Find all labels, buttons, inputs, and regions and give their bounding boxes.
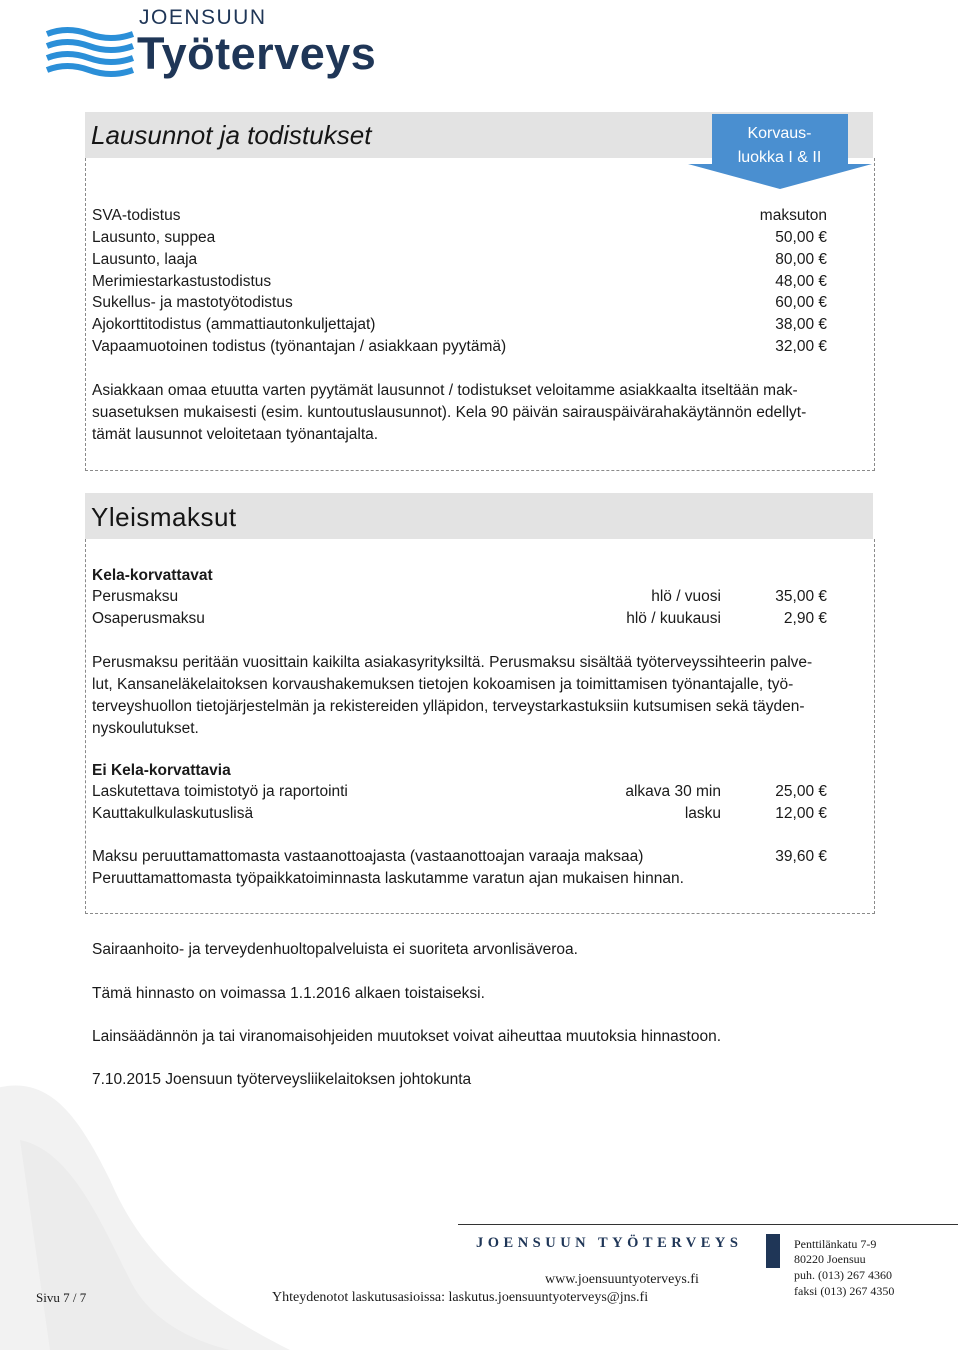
row-label: Sukellus- ja mastotyötodistus: [92, 294, 293, 311]
section-title-lausunnot: Lausunnot ja todistukset: [91, 120, 372, 150]
badge-line-2: luokka I & II: [737, 149, 822, 166]
price-row: [92, 207, 827, 227]
row-label: Ajokorttitodistus (ammattiautonkuljettajat): [92, 316, 376, 333]
row-label: Laskutettava toimistotyö ja raportointi: [92, 783, 348, 800]
footer-blue-bar: [766, 1234, 780, 1268]
note-line: nyskoulutukset.: [92, 720, 199, 737]
row-price: 2,90 €: [783, 610, 827, 627]
row-price: 32,00 €: [775, 338, 827, 355]
legislation-note: Lainsäädännön ja tai viranomaisohjeiden muutokset voivat aiheuttaa muutoksia hinnastoon.: [92, 1028, 722, 1045]
row-unit: hlö / vuosi: [651, 588, 721, 605]
footer-website-link[interactable]: www.joensuuntyoterveys.fi: [545, 1272, 699, 1287]
row-unit: lasku: [684, 805, 721, 822]
footer-contact-email[interactable]: Yhteydenotot laskutusasioissa: laskutus.joensuuntyoterveys@jns.fi: [272, 1290, 649, 1305]
row-label: Perusmaksu: [92, 588, 179, 605]
logo-main-text: Työterveys: [137, 28, 377, 79]
row-label: Merimiestarkastustodistus: [92, 273, 272, 290]
footer-phone: puh. (013) 267 4360: [794, 1268, 892, 1282]
perusmaksu-note: [92, 652, 852, 740]
row-price: 25,00 €: [775, 783, 827, 800]
note-line: Asiakkaan omaa etuutta varten pyytämät lausunnot / todistukset veloitamme asiakkaalta itseltään mak-: [92, 382, 798, 399]
price-row: [92, 805, 827, 825]
note-line: tämät lausunnot veloitetaan työnantajalta.: [92, 426, 379, 443]
row-price: 39,60 €: [775, 848, 827, 865]
background-swirl-shape: [0, 1060, 290, 1350]
note-line: terveyshuollon tietojärjestelmän ja rekistereiden ylläpidon, terveystarkastuksiin kutsumisen sekä täyden-: [92, 698, 805, 715]
footer-address-street: Penttilänkatu 7-9: [794, 1237, 877, 1251]
row-label: Kauttakulkulaskutuslisä: [92, 805, 254, 822]
row-price: 35,00 €: [775, 588, 827, 605]
row-label: Maksu peruuttamattomasta vastaanottoajasta (vastaanottoajan varaaja maksaa): [92, 848, 644, 865]
note-line: Perusmaksu peritään vuosittain kaikilta asiakasyrityksiltä. Perusmaksu sisältää työterveyssihteerin palve-: [92, 654, 813, 671]
row-label: Lausunto, laaja: [92, 251, 198, 268]
section-title-yleismaksut: Yleismaksut: [91, 502, 237, 532]
row-price: maksuton: [759, 207, 827, 224]
price-row: [92, 848, 827, 868]
row-label: Vapaamuotoinen todistus (työnantajan / asiakkaan pyytämä): [92, 338, 507, 355]
price-row: [92, 338, 827, 358]
price-row: [92, 610, 827, 630]
row-price: 60,00 €: [775, 294, 827, 311]
footer-address-city: 80220 Joensuu: [794, 1252, 866, 1266]
price-row: [92, 229, 827, 249]
logo-waves-icon: [45, 26, 135, 78]
signature-note: 7.10.2015 Joensuun työterveysliikelaitoksen johtokunta: [92, 1071, 472, 1088]
validity-note: Tämä hinnasto on voimassa 1.1.2016 alkaen toistaiseksi.: [92, 985, 485, 1002]
row-price: 12,00 €: [775, 805, 827, 822]
row-price: 50,00 €: [775, 229, 827, 246]
price-row: [92, 783, 827, 803]
kela-heading: Kela-korvattavat: [92, 567, 213, 584]
ei-kela-heading: Ei Kela-korvattavia: [92, 762, 231, 779]
page-number: Sivu 7 / 7: [36, 1290, 87, 1305]
row-unit: alkava 30 min: [625, 783, 721, 800]
row-price: 38,00 €: [775, 316, 827, 333]
row-price: 80,00 €: [775, 251, 827, 268]
price-row: [92, 316, 827, 336]
badge-line-1: Korvaus-: [747, 125, 812, 142]
price-row: [92, 294, 827, 314]
row-unit: hlö / kuukausi: [626, 610, 721, 627]
row-label: Osaperusmaksu: [92, 610, 205, 627]
row-label: Lausunto, suppea: [92, 229, 216, 246]
note-line: suasetuksen mukaisesti (esim. kuntoutuslausunnot). Kela 90 päivän sairauspäivärahakäytännön edellyt-: [92, 404, 807, 421]
cancel-note: Peruuttamattomasta työpaikkatoiminnasta laskutamme varatun ajan mukaisen hinnan.: [92, 870, 684, 887]
note-line: lut, Kansaneläkelaitoksen korvaushakemuksen tietojen kokoamisen ja toimittamisen työnantajalle, työ-: [92, 676, 794, 693]
row-price: 48,00 €: [775, 273, 827, 290]
price-row: [92, 588, 827, 608]
row-label: SVA-todistus: [92, 207, 181, 224]
vat-note: Sairaanhoito- ja terveydenhuoltopalveluista ei suoriteta arvonlisäveroa.: [92, 941, 578, 958]
lausunnot-note: [92, 380, 852, 446]
price-row: [92, 251, 827, 271]
section-title-bar: [85, 493, 873, 539]
footer-fax: faksi (013) 267 4350: [794, 1284, 895, 1298]
price-row: [92, 273, 827, 293]
logo-top-text: JOENSUUN: [139, 6, 267, 29]
footer-brand: JOENSUUN TYÖTERVEYS: [476, 1235, 743, 1251]
footer-divider: [458, 1224, 958, 1225]
joensuun-tyoterveys-logo: [45, 6, 425, 86]
